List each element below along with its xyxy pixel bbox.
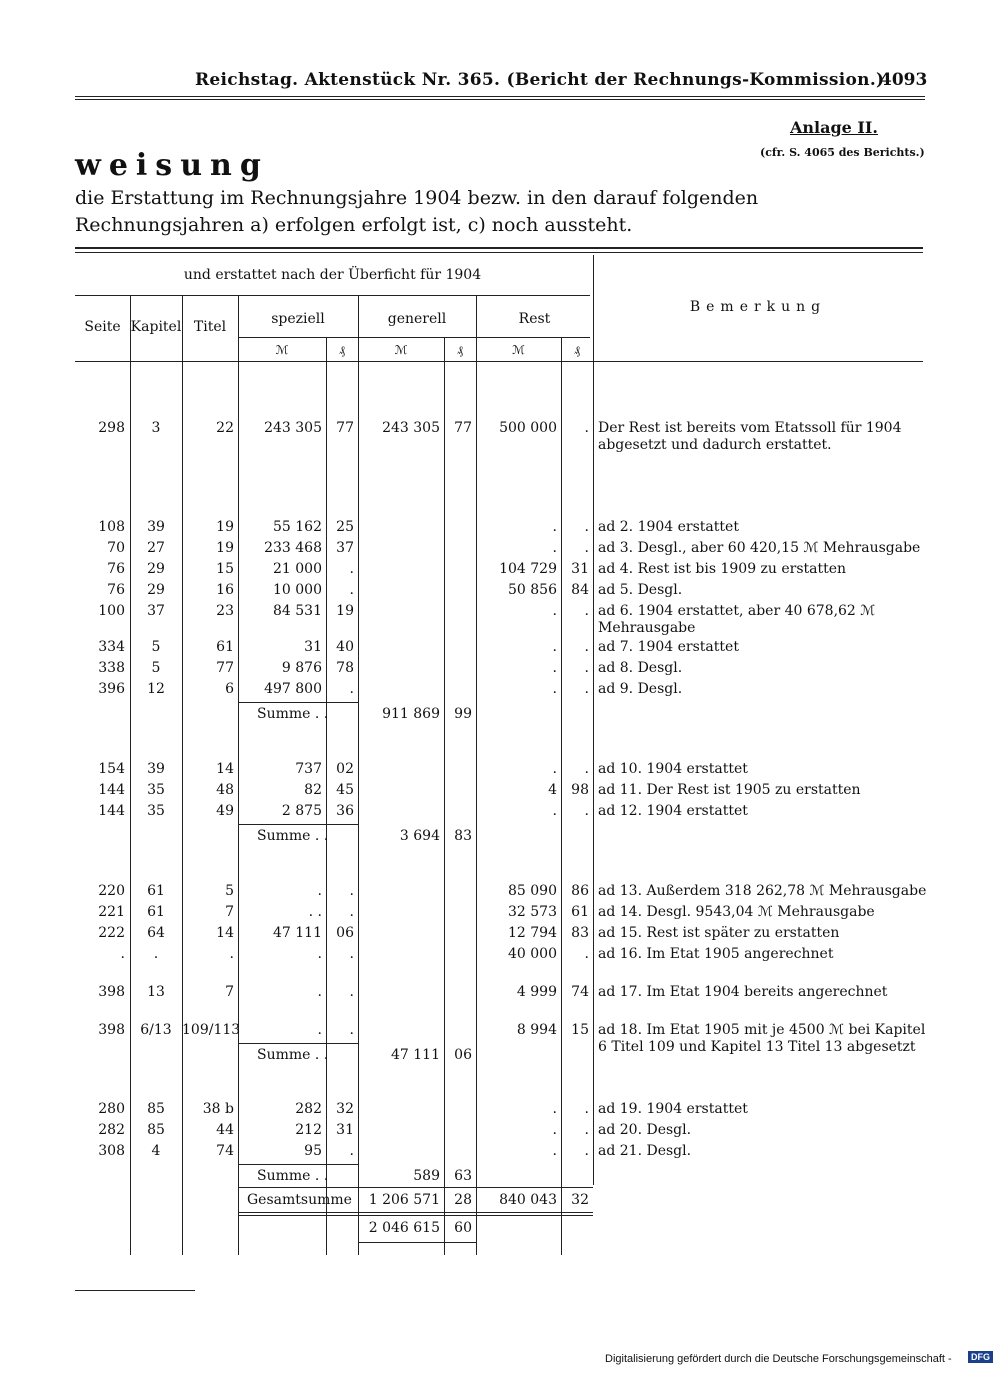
cell-gen_m: 243 305 — [382, 420, 440, 436]
cell-rest_p: . — [584, 639, 589, 655]
cell-titel: 22 — [216, 420, 234, 436]
cell-sp_p: 19 — [336, 603, 354, 619]
cell-titel: 19 — [216, 519, 234, 535]
cell-rest_m: 4 — [548, 782, 557, 798]
cell-rest_p: . — [584, 803, 589, 819]
cell-seite: 144 — [98, 803, 125, 819]
gesamt-rule — [238, 1187, 593, 1188]
cell-seite: 144 — [98, 782, 125, 798]
cell-rest_p: . — [584, 761, 589, 777]
cell-rest_p: 15 — [571, 1022, 589, 1038]
cell-titel: 109/113 — [182, 1022, 241, 1038]
group-header: und erstattet nach der Überficht für 1904 — [183, 267, 482, 283]
cell-rest_p: 86 — [571, 883, 589, 899]
remark: ad 15. Rest ist später zu erstatten — [598, 925, 840, 941]
cell-sp_p: 31 — [336, 1122, 354, 1138]
remark: ad 18. Im Etat 1905 mit je 4500 ℳ bei Kapitel 6 Titel 109 und Kapitel 13 Titel 13 abgesetzt — [598, 1022, 926, 1055]
cell-kap: 85 — [147, 1101, 165, 1117]
cell-gen_p: 77 — [454, 420, 472, 436]
cell-rest_m: 840 043 — [499, 1192, 557, 1208]
cell-gen_p: 99 — [454, 706, 472, 722]
cell-sp_m: . — [317, 984, 322, 1000]
cell-seite: 338 — [98, 660, 125, 676]
cell-sp_m: 9 876 — [281, 660, 322, 676]
cell-sp_m: 95 — [304, 1143, 322, 1159]
summe-rule — [238, 1164, 358, 1165]
cell-seite: 220 — [98, 883, 125, 899]
cell-kap: 85 — [147, 1122, 165, 1138]
cell-rest_m: 500 000 — [499, 420, 557, 436]
col-titel: Titel — [193, 319, 227, 335]
cell-rest_p: . — [584, 1143, 589, 1159]
cell-gen_m: 589 — [413, 1168, 440, 1184]
cell-sp_p: . — [349, 984, 354, 1000]
cell-titel: 48 — [216, 782, 234, 798]
cell-sp_p: . — [349, 904, 354, 920]
remark: ad 21. Desgl. — [598, 1143, 692, 1159]
cell-titel: 61 — [216, 639, 234, 655]
cell-rest_m: . — [552, 639, 557, 655]
cell-gen_p: 63 — [454, 1168, 472, 1184]
unit-pf-speziell: ₰ — [339, 343, 345, 357]
cell-seite: 298 — [98, 420, 125, 436]
cell-rest_m: 4 999 — [516, 984, 557, 1000]
footer-credit: Digitalisierung gefördert durch die Deutsche Forschungsgemeinschaft - — [605, 1353, 952, 1365]
cell-kap: 39 — [147, 761, 165, 777]
page-number: 4093 — [880, 70, 928, 90]
cell-sp_p: . — [349, 582, 354, 598]
cell-kap: 35 — [147, 782, 165, 798]
cell-titel: 14 — [216, 761, 234, 777]
cell-sp_m: 31 — [304, 639, 322, 655]
cell-sp_m: 737 — [295, 761, 322, 777]
remark: ad 20. Desgl. — [598, 1122, 692, 1138]
cell-sp_p: . — [349, 946, 354, 962]
running-head: Reichstag. Aktenstück Nr. 365. (Bericht der Rechnungs-Kommission.) — [195, 70, 885, 90]
cell-seite: 280 — [98, 1101, 125, 1117]
cell-rest_p: . — [584, 660, 589, 676]
col-generell: generell — [387, 311, 447, 327]
unit-mark-rest: ℳ — [512, 343, 525, 357]
cell-gen_m: 911 869 — [382, 706, 440, 722]
cell-sp_m: 82 — [304, 782, 322, 798]
col-rest: Rest — [518, 311, 551, 327]
cell-sp_p: . — [349, 1022, 354, 1038]
remark: ad 17. Im Etat 1904 bereits angerechnet — [598, 984, 888, 1000]
cell-titel: 7 — [225, 904, 234, 920]
cell-rest_p: . — [584, 603, 589, 619]
cell-kap: 5 — [151, 660, 161, 676]
cell-gen_p: 83 — [454, 828, 472, 844]
cell-seite: 100 — [98, 603, 125, 619]
cell-seite: 282 — [98, 1122, 125, 1138]
header-bottom-rule — [75, 361, 923, 362]
cell-titel: 44 — [216, 1122, 234, 1138]
cell-seite: 334 — [98, 639, 125, 655]
group-rule — [75, 295, 590, 296]
cell-sp_p: 36 — [336, 803, 354, 819]
subtitle: die Erstattung im Rechnungsjahre 1904 bezw. in den darauf folgenden Rechnungsjahren a) erfolgen erfolgt ist, c) noch aussteht. — [75, 187, 759, 236]
summe-label: Summe . . — [257, 1047, 329, 1063]
cell-seite: 108 — [98, 519, 125, 535]
cell-rest_p: . — [584, 540, 589, 556]
cell-rest_m: 40 000 — [508, 946, 557, 962]
header-rule — [75, 96, 925, 97]
cell-sp_p: 78 — [336, 660, 354, 676]
remark: ad 3. Desgl., aber 60 420,15 ℳ Mehrausgabe — [598, 540, 921, 556]
cell-rest_p: . — [584, 1122, 589, 1138]
cell-seite: 221 — [98, 904, 125, 920]
remark: ad 12. 1904 erstattet — [598, 803, 748, 819]
remark: ad 2. 1904 erstattet — [598, 519, 739, 535]
cell-titel: . — [229, 946, 234, 962]
unit-mark-generell: ℳ — [394, 343, 408, 357]
cfr-note: (cfr. S. 4065 des Berichts.) — [760, 146, 925, 159]
summe-rule — [238, 702, 358, 703]
grand-rule — [358, 1242, 476, 1243]
remark: ad 7. 1904 erstattet — [598, 639, 739, 655]
cell-sp_p: 06 — [336, 925, 354, 941]
cell-sp_m: . — [317, 946, 322, 962]
cell-seite: 398 — [98, 1022, 125, 1038]
cell-seite: 154 — [98, 761, 125, 777]
cell-rest_p: . — [584, 519, 589, 535]
cell-rest_p: 83 — [571, 925, 589, 941]
cell-rest_m: . — [552, 1143, 557, 1159]
unit-pf-rest: ₰ — [574, 343, 580, 357]
cell-titel: 19 — [216, 540, 234, 556]
summe-label: Summe . . — [257, 1168, 329, 1184]
cell-rest_m: 104 729 — [499, 561, 557, 577]
cell-kap: 12 — [147, 681, 165, 697]
col-kapitel: Kapitel — [130, 319, 182, 335]
cell-titel: 49 — [216, 803, 234, 819]
cell-rest_m: . — [552, 803, 557, 819]
cell-kap: 27 — [147, 540, 165, 556]
cell-seite: 308 — [98, 1143, 125, 1159]
remark: ad 13. Außerdem 318 262,78 ℳ Mehrausgabe — [598, 883, 927, 899]
statement-table — [75, 255, 927, 1255]
cell-sp_m: 10 000 — [273, 582, 322, 598]
remark: Der Rest ist bereits vom Etatssoll für 1904 abgesetzt und dadurch erstattet. — [598, 420, 902, 453]
cell-sp_m: 21 000 — [273, 561, 322, 577]
summe-label: Summe . . — [257, 828, 329, 844]
cell-sp_m: 243 305 — [264, 420, 322, 436]
cell-kap: 37 — [147, 603, 165, 619]
cell-kap: 39 — [147, 519, 165, 535]
cell-titel: 6 — [225, 681, 234, 697]
cell-sp_m: . — [317, 883, 322, 899]
cell-sp_p: . — [349, 883, 354, 899]
col-speziell: speziell — [271, 311, 325, 327]
cell-rest_p: . — [584, 946, 589, 962]
cell-seite: 222 — [98, 925, 125, 941]
cell-seite: 396 — [98, 681, 125, 697]
remark: ad 6. 1904 erstattet, aber 40 678,62 ℳ Mehrausgabe — [598, 603, 876, 636]
remark: ad 5. Desgl. — [598, 582, 683, 598]
cell-rest_m: . — [552, 603, 557, 619]
cell-sp_p: . — [349, 681, 354, 697]
cell-rest_m: 32 573 — [508, 904, 557, 920]
vrule — [358, 295, 359, 1255]
cell-sp_p: 25 — [336, 519, 354, 535]
cell-gen_m: 3 694 — [399, 828, 440, 844]
vrule — [593, 255, 594, 1185]
cell-sp_m: 497 800 — [264, 681, 322, 697]
summe-label: Summe . . — [257, 706, 329, 722]
table-top-rule-2 — [75, 252, 923, 253]
cell-sp_m: 55 162 — [273, 519, 322, 535]
cell-kap: 4 — [151, 1143, 161, 1159]
cell-rest_m: 50 856 — [508, 582, 557, 598]
unit-rule — [238, 337, 590, 338]
cell-titel: 5 — [225, 883, 234, 899]
cell-rest_p: . — [584, 1101, 589, 1117]
col-seite: Seite — [84, 319, 121, 335]
summe-rule — [238, 1043, 358, 1044]
cell-kap: 13 — [147, 984, 165, 1000]
cell-gen_p: 60 — [454, 1220, 472, 1236]
cell-titel: 15 — [216, 561, 234, 577]
cell-rest_p: 61 — [571, 904, 589, 920]
remark: ad 14. Desgl. 9543,04 ℳ Mehrausgabe — [598, 904, 875, 920]
cell-kap: 61 — [147, 883, 165, 899]
cell-sp_p: 77 — [336, 420, 354, 436]
cell-sp_p: 37 — [336, 540, 354, 556]
cell-rest_p: 31 — [571, 561, 589, 577]
gesamt-rule — [238, 1212, 593, 1213]
cell-rest_p: 74 — [571, 984, 589, 1000]
cell-titel: 7 — [225, 984, 234, 1000]
cell-titel: 16 — [216, 582, 234, 598]
cell-sp_m: 233 468 — [264, 540, 322, 556]
unit-pf-generell: ₰ — [457, 343, 463, 357]
cell-titel: 74 — [216, 1143, 234, 1159]
cell-kap: 6/13 — [140, 1022, 172, 1038]
remark: ad 10. 1904 erstattet — [598, 761, 748, 777]
cell-kap: 5 — [151, 639, 161, 655]
cell-kap: 35 — [147, 803, 165, 819]
cell-rest_m: . — [552, 540, 557, 556]
cell-kap: 29 — [147, 582, 165, 598]
cell-sp_m: 212 — [295, 1122, 322, 1138]
cell-rest_m: 12 794 — [508, 925, 557, 941]
unit-mark-speziell: ℳ — [275, 343, 289, 357]
cell-kap: . — [153, 946, 159, 962]
cell-sp_m: . — [317, 1022, 322, 1038]
cell-gen_p: 06 — [454, 1047, 472, 1063]
cell-titel: 23 — [216, 603, 234, 619]
cell-rest_m: . — [552, 761, 557, 777]
cell-seite: . — [120, 946, 125, 962]
remark: ad 4. Rest ist bis 1909 zu erstatten — [598, 561, 847, 577]
cell-seite: 70 — [107, 540, 125, 556]
cell-sp_m: 47 111 — [273, 925, 322, 941]
cell-rest_p: 84 — [571, 582, 589, 598]
cell-sp_p: 45 — [336, 782, 354, 798]
cell-rest_m: 8 994 — [516, 1022, 557, 1038]
cell-rest_m: 85 090 — [508, 883, 557, 899]
remark: ad 16. Im Etat 1905 angerechnet — [598, 946, 834, 962]
header-rule-2 — [75, 99, 925, 100]
cell-rest_p: 32 — [571, 1192, 589, 1208]
anlage-label: Anlage II. — [790, 118, 878, 137]
col-bemerkung: Bemerkung — [689, 299, 827, 315]
cell-sp_p: 02 — [336, 761, 354, 777]
cell-seite: 398 — [98, 984, 125, 1000]
table-top-rule — [75, 247, 923, 249]
dfg-logo: DFG — [968, 1351, 993, 1363]
vrule — [444, 337, 445, 1255]
title-fragment: weisung — [75, 148, 269, 183]
cell-rest_m: . — [552, 1122, 557, 1138]
cell-gen_m: 2 046 615 — [368, 1220, 440, 1236]
cell-sp_m: 84 531 — [273, 603, 322, 619]
cell-titel: 77 — [216, 660, 234, 676]
summe-rule — [238, 824, 358, 825]
cell-rest_m: . — [552, 681, 557, 697]
cell-rest_m: . — [552, 660, 557, 676]
cell-sp_m: 2 875 — [281, 803, 322, 819]
gesamt-rule — [238, 1215, 593, 1216]
cell-rest_p: . — [584, 681, 589, 697]
cell-sp_p: . — [349, 561, 354, 577]
cell-gen_p: 28 — [454, 1192, 472, 1208]
cell-sp_m: 282 — [295, 1101, 322, 1117]
cell-titel: 14 — [216, 925, 234, 941]
cell-sp_p: 40 — [336, 639, 354, 655]
cell-seite: 76 — [107, 561, 125, 577]
footnote-rule — [75, 1290, 195, 1291]
cell-rest_p: 98 — [571, 782, 589, 798]
gesamtsumme-label: Gesamtsumme — [247, 1192, 352, 1208]
remark: ad 8. Desgl. — [598, 660, 683, 676]
remark: ad 11. Der Rest ist 1905 zu erstatten — [598, 782, 861, 798]
cell-seite: 76 — [107, 582, 125, 598]
cell-rest_m: . — [552, 1101, 557, 1117]
cell-sp_m: . . — [308, 904, 322, 920]
remark: ad 9. Desgl. — [598, 681, 683, 697]
cell-kap: 61 — [147, 904, 165, 920]
cell-kap: 3 — [151, 420, 161, 436]
cell-rest_p: . — [584, 420, 589, 436]
cell-kap: 29 — [147, 561, 165, 577]
remark: ad 19. 1904 erstattet — [598, 1101, 748, 1117]
cell-sp_p: . — [349, 1143, 354, 1159]
cell-gen_m: 47 111 — [391, 1047, 440, 1063]
cell-kap: 64 — [147, 925, 165, 941]
cell-rest_m: . — [552, 519, 557, 535]
cell-gen_m: 1 206 571 — [368, 1192, 440, 1208]
cell-sp_p: 32 — [336, 1101, 354, 1117]
cell-titel: 38 b — [202, 1101, 234, 1117]
